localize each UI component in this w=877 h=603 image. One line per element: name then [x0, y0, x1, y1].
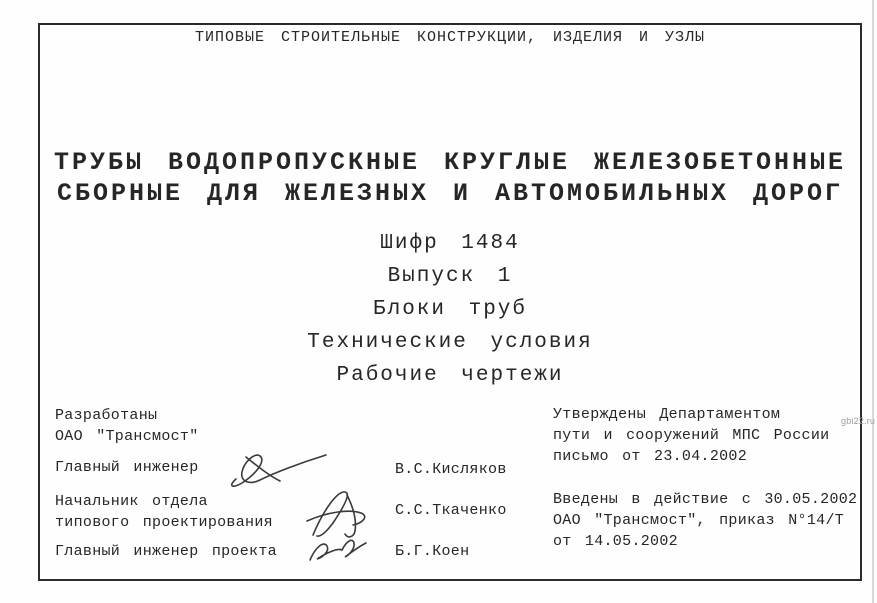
- spec-line: Технические условия: [307, 331, 593, 354]
- signatory-name-koen: Б.Г.Коен: [395, 543, 470, 560]
- approved-by-block: [553, 404, 829, 467]
- cipher-line: Шифр 1484: [380, 232, 520, 255]
- approved-line-1: Утверждены Департаментом: [553, 406, 781, 423]
- subtitle-block: [40, 227, 860, 392]
- role-line-1: Начальник отдела: [55, 493, 208, 510]
- signatory-name-kislyakov: В.С.Кисляков: [395, 461, 507, 478]
- developed-by-block: [55, 405, 199, 447]
- main-title-line-2: СБОРНЫЕ ДЛЯ ЖЕЛЕЗНЫХ И АВТОМОБИЛЬНЫХ ДОРОГ: [56, 179, 844, 208]
- signature-koen-icon: [306, 536, 370, 573]
- enacted-line-1: Введены в действие с 30.05.2002: [553, 491, 858, 508]
- subject-line: Блоки труб: [372, 298, 528, 321]
- issue-line: Выпуск 1: [387, 265, 513, 288]
- main-title-line-1: ТРУБЫ ВОДОПРОПУСКНЫЕ КРУГЛЫЕ ЖЕЛЕЗОБЕТОННЫЕ: [53, 148, 847, 177]
- signatory-role-chief-engineer: Главный инженер: [55, 459, 199, 476]
- approved-line-3: письмо от 23.04.2002: [553, 448, 748, 465]
- scan-edge-shadow: [872, 0, 874, 603]
- enacted-line-3: от 14.05.2002: [553, 533, 678, 550]
- role-line-2: типового проектирования: [55, 514, 273, 531]
- enacted-line-2: ОАО "Трансмост", приказ N°14/Т: [553, 512, 845, 529]
- signatory-role-chief-project-engineer: Главный инженер проекта: [55, 543, 277, 560]
- drawings-line: Рабочие чертежи: [336, 364, 564, 387]
- developed-org: ОАО "Трансмост": [55, 428, 199, 445]
- signatory-name-tkachenko: С.С.Ткаченко: [395, 502, 507, 519]
- main-title: [40, 147, 860, 209]
- watermark: gbi22.ru: [841, 416, 876, 426]
- developed-label: Разработаны: [55, 407, 158, 424]
- signatory-role-department-head: [55, 491, 273, 533]
- series-header: ТИПОВЫЕ СТРОИТЕЛЬНЫЕ КОНСТРУКЦИИ, ИЗДЕЛИЯ И УЗЛЫ: [194, 29, 706, 46]
- enacted-block: [553, 489, 857, 552]
- approved-line-2: пути и сооружений МПС России: [553, 427, 830, 444]
